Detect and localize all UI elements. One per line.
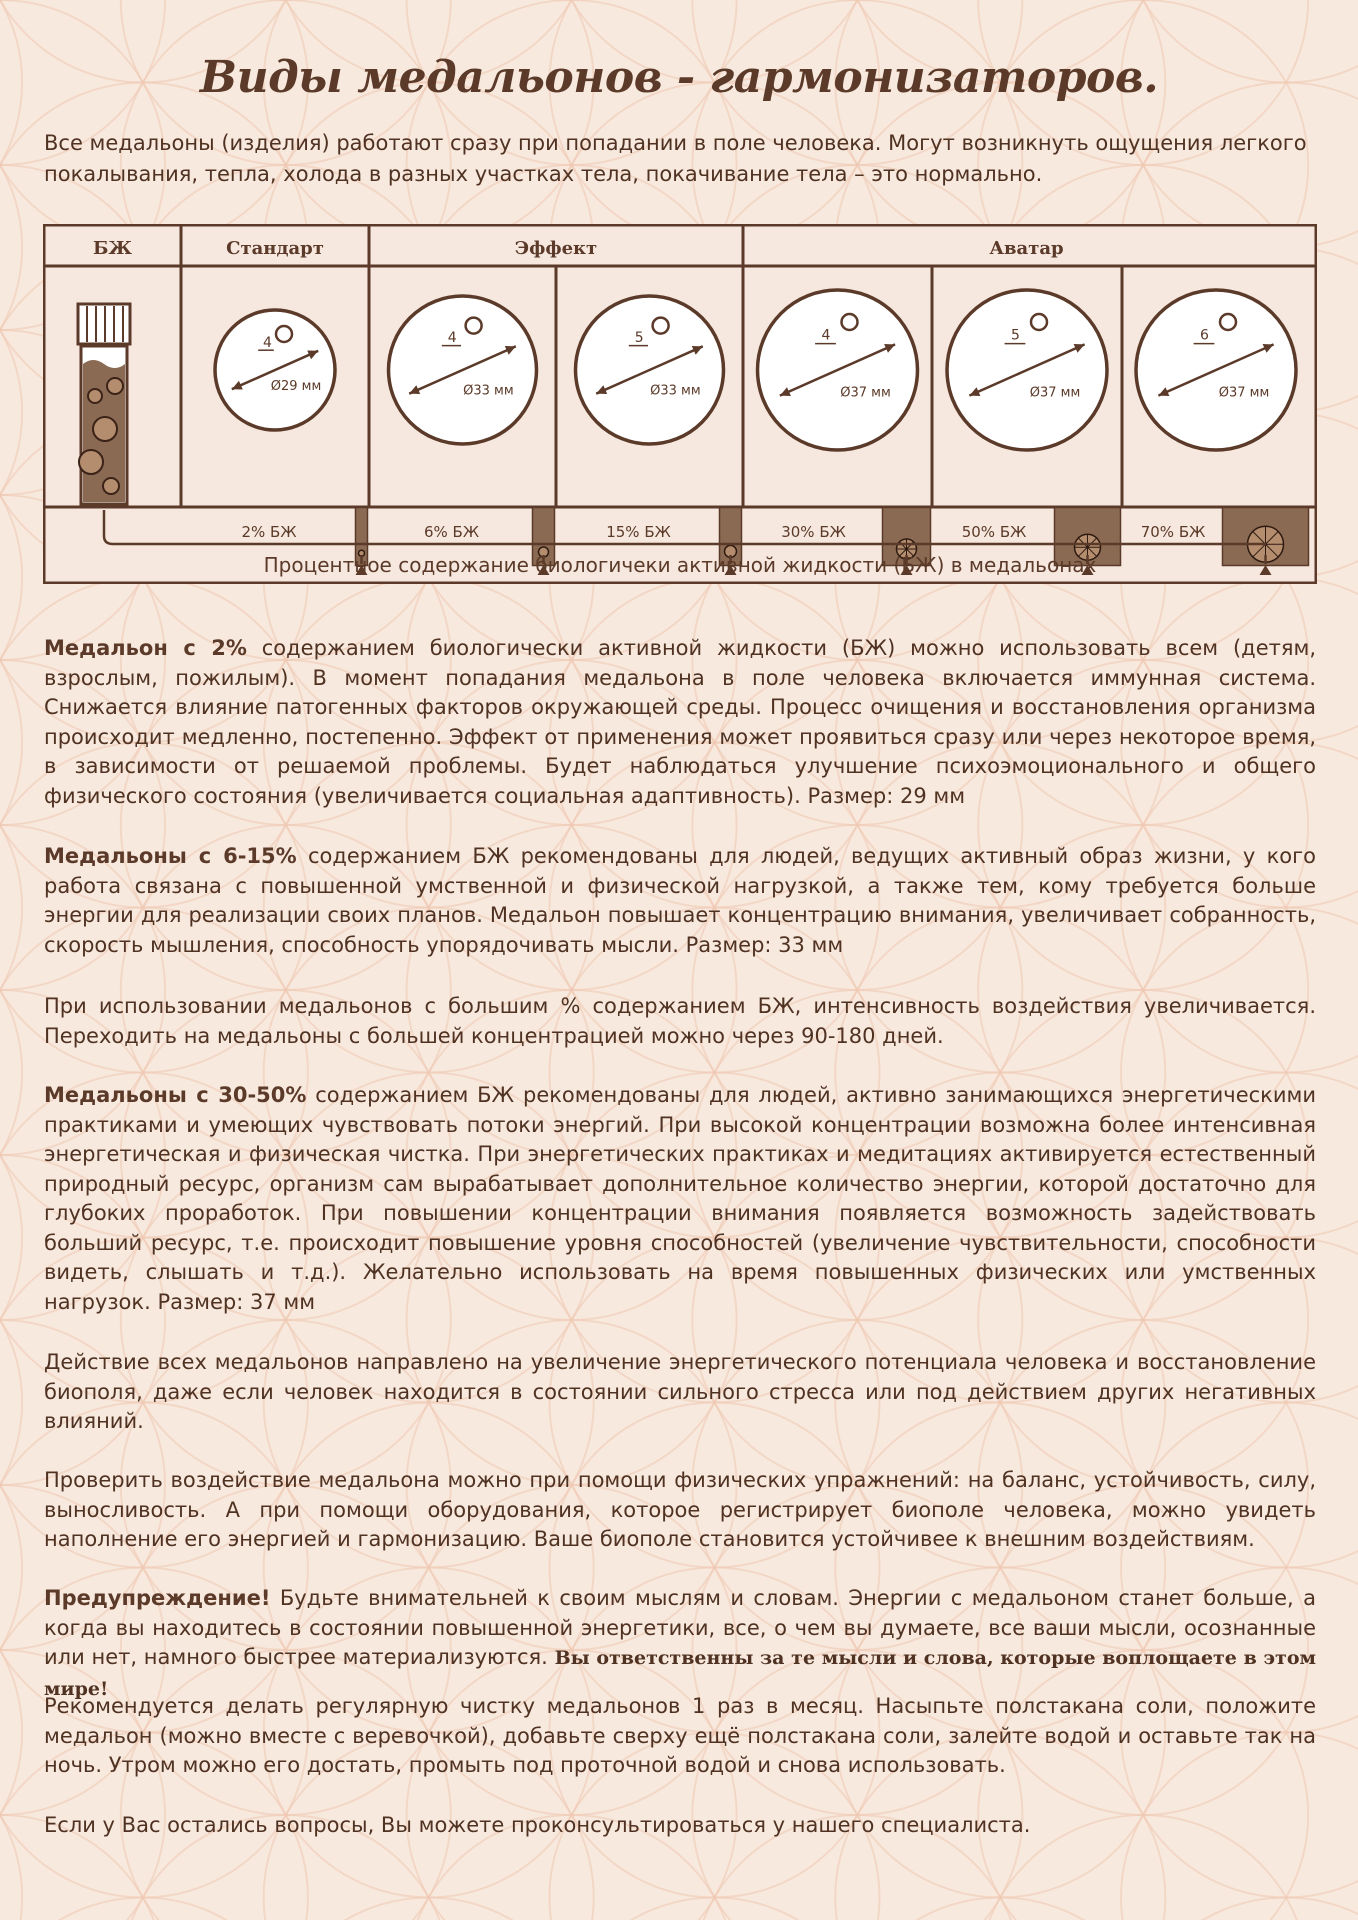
percent-label: 15% БЖ	[606, 523, 671, 541]
percent-label: 2% БЖ	[241, 523, 297, 541]
header-label: БЖ	[93, 238, 132, 259]
paragraph-cleaning: Рекомендуется делать регулярную чистку медальонов 1 раз в месяц. Насыпьте полстакана соли, положите медальон (можно вместе с веревочкой), добавьте сверху ещё полстакана соли, залейте водой и оставьте так на ночь. Утром можно его достать, промыть под проточной водой и снова использовать.	[44, 1694, 1316, 1777]
pattern-circle	[0, 1238, 22, 1568]
pattern-circle	[0, 908, 22, 1238]
medallion-number: 4	[447, 329, 457, 346]
pattern-circle	[835, 0, 1165, 248]
medallion-ring	[466, 318, 482, 334]
paragraph-intensity: При использовании медальонов с большим % содержанием БЖ, интенсивность воздействия увеличивается. Переходить на медальоны с большей концентрацией можно через 90-180 дней.	[44, 994, 1316, 1048]
page-title: Виды медальонов - гармонизаторов.	[199, 52, 1159, 103]
medallion-size: Ø37 мм	[840, 385, 891, 401]
pattern-circle	[0, 1898, 22, 1920]
medallion-ring	[653, 318, 669, 334]
vial-crystal	[107, 378, 123, 394]
warning-body: Будьте внимательней к своим мыслям и словам. Энергии с медальоном станет больше, а когда вы находитесь в состоянии повышенной энергетики, все, о чем вы думаете, все ваши мысли, осознанные или нет, намного быстрее материализуются.	[44, 1586, 1316, 1669]
pattern-circle	[835, 1898, 1165, 1920]
vial-icon	[78, 304, 130, 504]
medallion-number: 5	[1011, 327, 1020, 344]
intro-text: Все медальоны (изделия) работают сразу при попадании в поле человека. Могут возникнуть ощущения легкого покалывания, тепла, холода в разных участках тела, покачивание тела – это нормально.	[44, 131, 1307, 186]
warning-heading: Предупреждение!	[44, 1586, 271, 1610]
medallion-1	[215, 310, 335, 430]
pattern-circle	[0, 1403, 22, 1733]
pattern-circle	[1121, 1898, 1358, 1920]
medallion-size: Ø33 мм	[463, 383, 514, 399]
medallion-5	[947, 290, 1107, 450]
medallion-2	[389, 296, 537, 444]
header-label: Стандарт	[226, 238, 324, 259]
vial-crystal	[93, 417, 117, 441]
vial-crystal	[103, 478, 119, 494]
paragraph-action: Действие всех медальонов направлено на увеличение энергетического потенциала человека и восстановление биополя, даже если человек находится в состоянии сильного стресса или под действием других негативных влияний.	[44, 1350, 1316, 1433]
medallion-size: Ø37 мм	[1029, 385, 1081, 401]
pattern-circle	[549, 1898, 879, 1920]
medallion-number: 4	[821, 327, 831, 344]
pattern-circle	[0, 743, 22, 1073]
p1-body: содержанием биологически активной жидкости (БЖ) можно использовать всем (детям, взрослым, пожилым). В момент попадания медальона в поле человека включается иммунная система. Снижается влияние патогенных факторов окружающей среды. Процесс очищения и восстановления организма происходит медленно, постепенно. Эффект от применения может проявиться сразу или через некоторое время, в зависимости от решаемой проблемы. Будет наблюдаться улучшение психоэмоционального и общего физического состояния (увеличивается социальная адаптивность). Размер: 29 мм	[44, 636, 1316, 808]
paragraph-6-15-percent	[44, 842, 1316, 960]
header-label: Эффект	[514, 238, 598, 259]
paragraph-check: Проверить воздействие медальона можно при помощи физических упражнений: на баланс, устойчивость, силу, выносливость. А при помощи оборудования, которое регистрирует биополе человека, можно увидеть наполнение его энергией и гармонизацию. Ваше биополе становится устойчивее к внешним воздействиям.	[44, 1468, 1316, 1551]
pattern-circle	[549, 0, 879, 248]
pattern-circle	[264, 0, 594, 248]
medallion-3	[576, 296, 724, 444]
percent-label: 70% БЖ	[1140, 523, 1206, 541]
p2-heading: Медальоны с 6-15%	[44, 844, 297, 868]
percent-label: 50% БЖ	[961, 523, 1027, 541]
paragraph-questions: Если у Вас остались вопросы, Вы можете проконсультироваться у нашего специалиста.	[44, 1813, 1031, 1837]
percent-label: 6% БЖ	[423, 523, 480, 541]
medallion-number: 4	[263, 335, 272, 352]
medallion-ring	[1031, 314, 1047, 330]
medallion-size: Ø37 мм	[1218, 385, 1270, 401]
medallion-ring	[276, 326, 292, 342]
pattern-circle	[0, 0, 308, 248]
header-label: Аватар	[989, 238, 1064, 259]
medallion-6	[1136, 290, 1296, 450]
medallion-ring	[842, 314, 858, 330]
warning-emphasis: Вы ответственны за те мысли и слова, которые воплощаете в этом мире!	[44, 1647, 1316, 1700]
pattern-circle	[0, 1568, 22, 1898]
pattern-circle	[0, 578, 22, 908]
pattern-circle	[264, 1898, 594, 1920]
medallion-number: 6	[1200, 327, 1209, 344]
p1-heading: Медальон с 2%	[44, 636, 247, 660]
medallion-ring	[1220, 314, 1236, 330]
pattern-circle	[0, 1073, 22, 1403]
paragraph-30-50-percent	[44, 1081, 1316, 1317]
paragraph-warning	[44, 1584, 1316, 1704]
pattern-circle	[0, 1898, 308, 1920]
vial-crystal	[79, 450, 103, 474]
p4-body: содержанием БЖ рекомендованы для людей, активно занимающихся энергетическими практиками и умеющих чувствовать потоки энергий. При высокой концентрации возможна более интенсивная энергетическая и физическая чистка. При энергетических практиках и медитациях активируется естественный природный ресурс, организм сам вырабатывает дополнительное количество энергии, которой достаточно для глубоких проработок. При повышении концентрации внимания появляется возможность задействовать больший ресурс, т.е. происходит повышение уровня способностей (увеличение чувствительности, способности видеть, слышать и т.д.). Желательно использовать на время повышенных физических или умственных нагрузок. Размер: 37 мм	[44, 1083, 1316, 1314]
medallion-size: Ø33 мм	[650, 383, 701, 399]
p2-body: содержанием БЖ рекомендованы для людей, ведущих активный образ жизни, у кого работа связана с повышенной умственной и физической нагрузкой, а также тем, кому требуется больше энергии для реализации своих планов. Медальон повышает концентрацию внимания, увеличивает собранность, скорость мышления, способность упорядочивать мысли. Размер: 33 мм	[44, 844, 1316, 957]
percent-label: 30% БЖ	[781, 523, 846, 541]
pattern-circle	[0, 413, 22, 743]
p4-heading: Медальоны с 30-50%	[44, 1083, 307, 1107]
medallion-number: 5	[634, 329, 644, 346]
medallion-4	[758, 290, 918, 450]
diagram-caption: Процентное содержание биологичеки активной жидкости (БЖ) в медальонах	[263, 553, 1097, 577]
pattern-circle	[0, 83, 22, 413]
pattern-circle	[1121, 0, 1358, 248]
paragraph-2-percent	[44, 634, 1316, 811]
medallion-size: Ø29 мм	[270, 378, 322, 394]
vial-crystal	[88, 389, 102, 403]
pattern-circle	[0, 248, 22, 578]
medallion-diagram	[43, 224, 1317, 584]
